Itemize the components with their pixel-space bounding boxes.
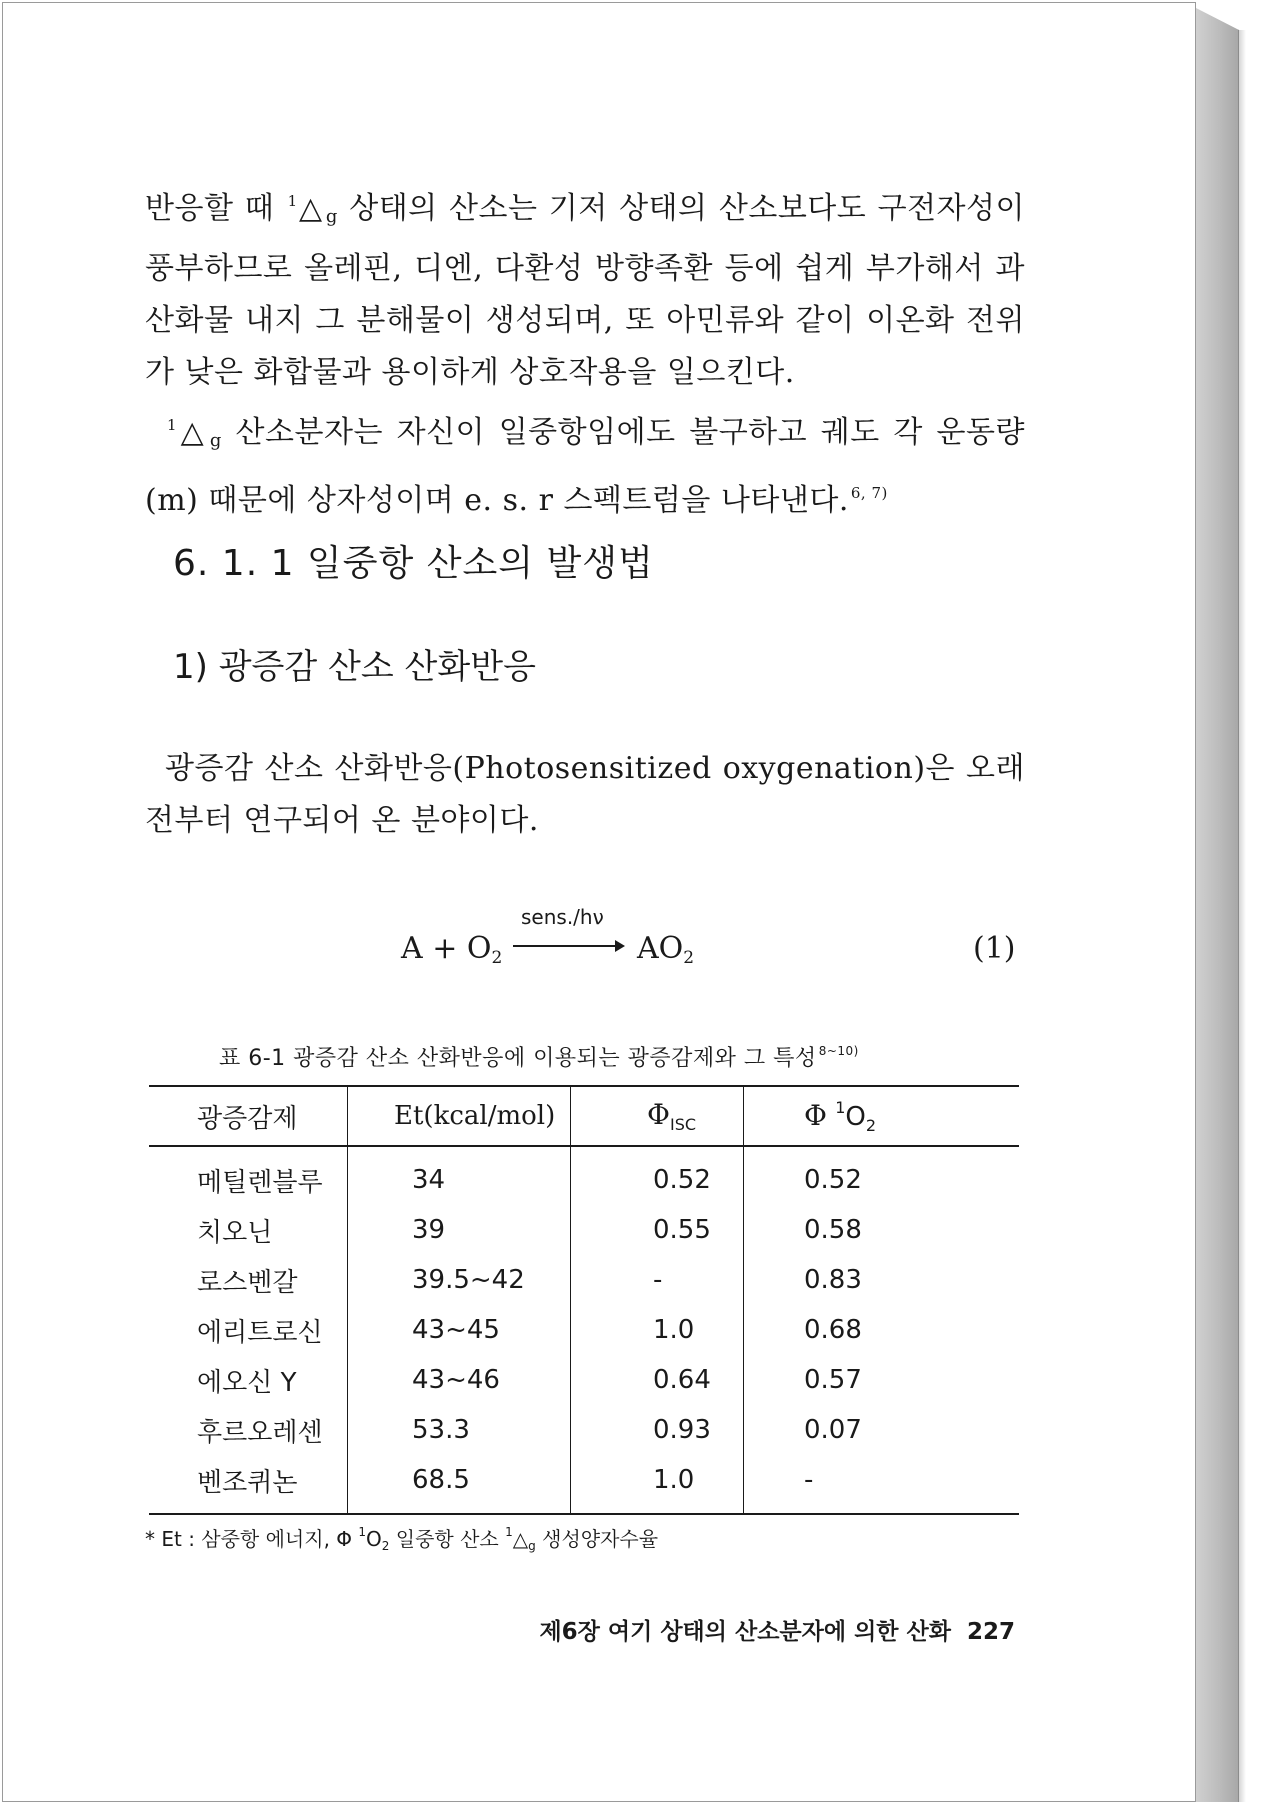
o2-main: O [845, 1101, 866, 1132]
sensitizer-table [149, 1085, 1019, 1515]
reaction-arrow-icon [513, 945, 623, 947]
page-shadow [1238, 30, 1246, 1802]
para1-sup: 1 [287, 192, 298, 210]
cell-et: 34 [348, 1146, 571, 1205]
cell-name: 메틸렌블루 [149, 1146, 348, 1205]
phi-symbol: Φ [647, 1098, 670, 1131]
equation-arrow-label: sens./hν [521, 905, 604, 929]
book-page-edge [1196, 8, 1239, 1802]
table-row [149, 1305, 1019, 1355]
sub-heading: 1) 광증감 산소 산화반응 [173, 647, 536, 687]
section-heading: 6. 1. 1 일중항 산소의 발생법 [173, 543, 654, 584]
cell-o2: - [744, 1455, 1020, 1514]
paragraph-1 [145, 175, 1025, 399]
table-caption-text: 표 6-1 광증감 산소 산화반응에 이용되는 광증감제와 그 특성 [219, 1046, 817, 1071]
eq-left-sub: 2 [491, 948, 503, 968]
equation-product [637, 931, 694, 968]
fn-part3: 일중항 산소 [389, 1527, 506, 1551]
page-number: 227 [966, 1619, 1015, 1645]
equation-number: (1) [973, 931, 1016, 966]
cell-o2: 0.57 [804, 1365, 862, 1395]
para2-ref: 6, 7) [850, 484, 888, 502]
fn-part2: O [366, 1527, 382, 1551]
o2-sub: 2 [865, 1115, 877, 1135]
cell-isc: 1.0 [571, 1455, 744, 1514]
cell-o2: 0.58 [804, 1215, 862, 1245]
header-et: Et(kcal/mol) [348, 1086, 571, 1146]
cell-isc: 1.0 [571, 1305, 744, 1355]
table-header-row [149, 1086, 1019, 1146]
cell-o2: 0.07 [804, 1415, 862, 1445]
cell-o2: 0.52 [804, 1165, 862, 1195]
para2-text: 산소분자는 자신이 일중항임에도 불구하고 궤도 각 운동량(m) 때문에 상자성이며 e. s. r 스펙트럼을 나타낸다. [145, 415, 1025, 518]
cell-et: 43~45 [348, 1305, 571, 1355]
cell-et: 68.5 [348, 1455, 571, 1514]
phi-symbol: Φ [804, 1098, 827, 1132]
header-sensitizer: 광증감제 [149, 1086, 348, 1146]
cell-et: 53.3 [348, 1405, 571, 1455]
eq-right-sub: 2 [683, 948, 695, 968]
page-footer [475, 1613, 1015, 1646]
para2-sup: 1 [167, 416, 178, 434]
cell-name: 에리트로신 [149, 1305, 348, 1355]
table-row [149, 1355, 1019, 1405]
paragraph-2 [145, 399, 1025, 527]
eq-left-main: A + O [401, 931, 492, 966]
header-phi-o2 [744, 1086, 1020, 1146]
table-footnote [145, 1523, 658, 1553]
table-row [149, 1205, 1019, 1255]
fn-sup1: 1 [358, 1525, 367, 1539]
eq-right-main: AO [637, 931, 684, 966]
para2-sub: g [209, 430, 222, 451]
cell-name: 벤조퀴논 [149, 1455, 348, 1514]
cell-name: 에오신 Y [149, 1355, 348, 1405]
header-phi-isc [571, 1086, 744, 1146]
table-row [149, 1146, 1019, 1205]
cell-et: 39.5~42 [348, 1255, 571, 1305]
cell-isc: 0.64 [571, 1355, 744, 1405]
table-row [149, 1455, 1019, 1514]
equation-1 [145, 905, 1015, 985]
cell-name: 후르오레센 [149, 1405, 348, 1455]
o2-sup: 1 [835, 1097, 846, 1117]
book-page [2, 2, 1196, 1802]
fn-sup3: 1 [505, 1525, 513, 1539]
cell-isc: - [571, 1255, 744, 1305]
equation-reactants [401, 931, 502, 968]
para1-delta: △ [297, 191, 324, 226]
cell-o2: 0.68 [804, 1315, 862, 1345]
table-row [149, 1405, 1019, 1455]
para1-sub: g [325, 206, 338, 227]
cell-et: 39 [348, 1205, 571, 1255]
cell-et: 43~46 [348, 1355, 571, 1405]
cell-name: 로스벤갈 [149, 1255, 348, 1305]
cell-o2: 0.83 [804, 1265, 862, 1295]
table-row [149, 1255, 1019, 1305]
footer-chapter-title: 제6장 여기 상태의 산소분자에 의한 산화 [539, 1619, 951, 1645]
cell-isc: 0.55 [571, 1205, 744, 1255]
isc-sub: ISC [669, 1115, 697, 1134]
fn-sub4: g [528, 1539, 536, 1553]
para2-delta: △ [177, 415, 208, 450]
fn-part4: △ [512, 1527, 529, 1551]
cell-name: 치오닌 [149, 1205, 348, 1255]
fn-part1: * Et : 삼중항 에너지, Φ [145, 1527, 359, 1551]
para1-text-b: 상태의 산소는 기저 상태의 산소보다도 구전자성이 풍부하므로 올레핀, 디엔, 다환성 방향족환 등에 쉽게 부가해서 과산화물 내지 그 분해물이 생성되며, 또 아민류와 같이 이온화 전위가 낮은 화합물과 용이하게 상호작용을 일으킨다. [145, 191, 1025, 390]
table-caption-ref: 8~10) [818, 1044, 859, 1058]
intro-paragraph: 광증감 산소 산화반응(Photosensitized oxygenation)은 오래 전부터 연구되어 온 분야이다. [145, 751, 1025, 838]
para1-text-a: 반응할 때 [145, 191, 286, 226]
fn-sub2: 2 [381, 1539, 390, 1553]
table-caption [219, 1041, 859, 1072]
cell-isc: 0.93 [571, 1405, 744, 1455]
fn-part5: 생성양자수율 [535, 1527, 659, 1551]
cell-isc: 0.52 [571, 1146, 744, 1205]
